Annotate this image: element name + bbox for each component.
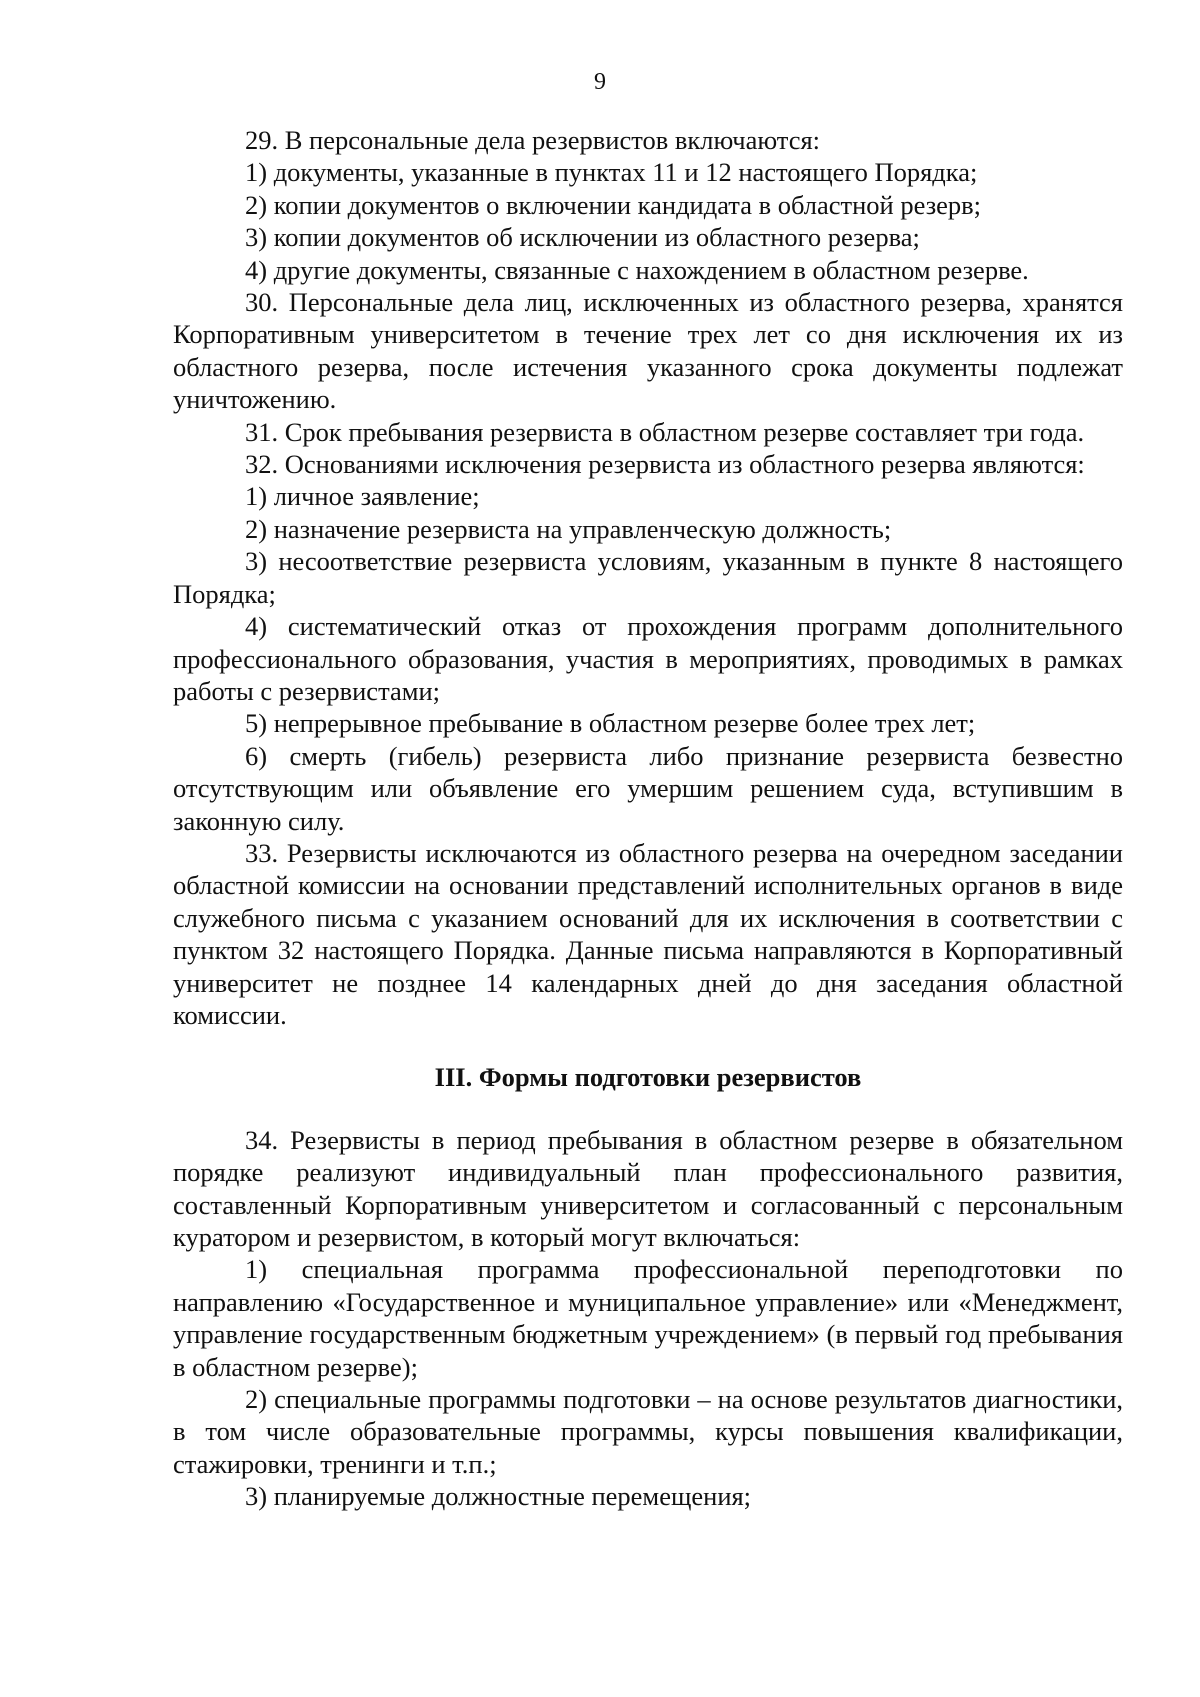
- list-item: 1) документы, указанные в пунктах 11 и 12 настоящего Порядка;: [245, 157, 978, 188]
- list-item: 1) личное заявление;: [245, 481, 480, 512]
- list-item: 3) копии документов об исключении из областного резерва;: [245, 222, 920, 253]
- list-item: 1) специальная программа профессиональной переподготовки по направлению «Государственное и муниципальное управление» или «Менеджмент, управление государственным бюджетным учреждением» (в первый год пребывания в областном резерве);: [173, 1254, 1123, 1382]
- list-item: 5) непрерывное пребывание в областном резерве более трех лет;: [245, 708, 976, 739]
- paragraph: 31. Срок пребывания резервиста в областном резерве составляет три года.: [245, 416, 1085, 447]
- page-number: 9: [594, 69, 606, 95]
- paragraph: 34. Резервисты в период пребывания в областном резерве в обязательном порядке реализуют индивидуальный план профессионального развития, составленный Корпоративным университетом и согласованный с персональным куратором и резервистом, в который могут включаться:: [173, 1124, 1123, 1252]
- paragraph: 32. Основаниями исключения резервиста из областного резерва являются:: [245, 449, 1085, 480]
- paragraph: 29. В персональные дела резервистов включаются:: [245, 125, 821, 155]
- document-body: [173, 124, 1123, 1513]
- paragraph: 33. Резервисты исключаются из областного резерва на очередном заседании областной комиссии на основании представлений исполнительных органов в виде служебного письма с указанием оснований для их исключения в соответствии с пунктом 32 настоящего Порядка. Данные письма направляются в Корпоративный университет не позднее 14 календарных дней до дня заседания областной комиссии.: [173, 837, 1123, 1030]
- list-item: 3) планируемые должностные перемещения;: [245, 1481, 752, 1512]
- section-heading: III. Формы подготовки резервистов: [434, 1062, 862, 1093]
- list-item: 2) назначение резервиста на управленческую должность;: [245, 513, 892, 544]
- list-item: 3) несоответствие резервиста условиям, указанным в пункте 8 настоящего Порядка;: [173, 546, 1123, 609]
- list-item: 2) специальные программы подготовки – на основе результатов диагностики, в том числе образовательные программы, курсы повышения квалификации, стажировки, тренинги и т.п.;: [173, 1384, 1123, 1479]
- list-item: 4) систематический отказ от прохождения программ дополнительного профессионального образования, участия в мероприятиях, проводимых в рамках работы с резервистами;: [173, 611, 1123, 706]
- list-item: 4) другие документы, связанные с нахождением в областном резерве.: [245, 254, 1029, 285]
- paragraph: 30. Персональные дела лиц, исключенных из областного резерва, хранятся Корпоративным университетом в течение трех лет со дня исключения их из областного резерва, после истечения указанного срока документы подлежат уничтожению.: [173, 287, 1123, 415]
- list-item: 6) смерть (гибель) резервиста либо признание резервиста безвестно отсутствующим или объявление его умершим решением суда, вступившим в законную силу.: [173, 740, 1123, 836]
- list-item: 2) копии документов о включении кандидата в областной резерв;: [245, 189, 982, 220]
